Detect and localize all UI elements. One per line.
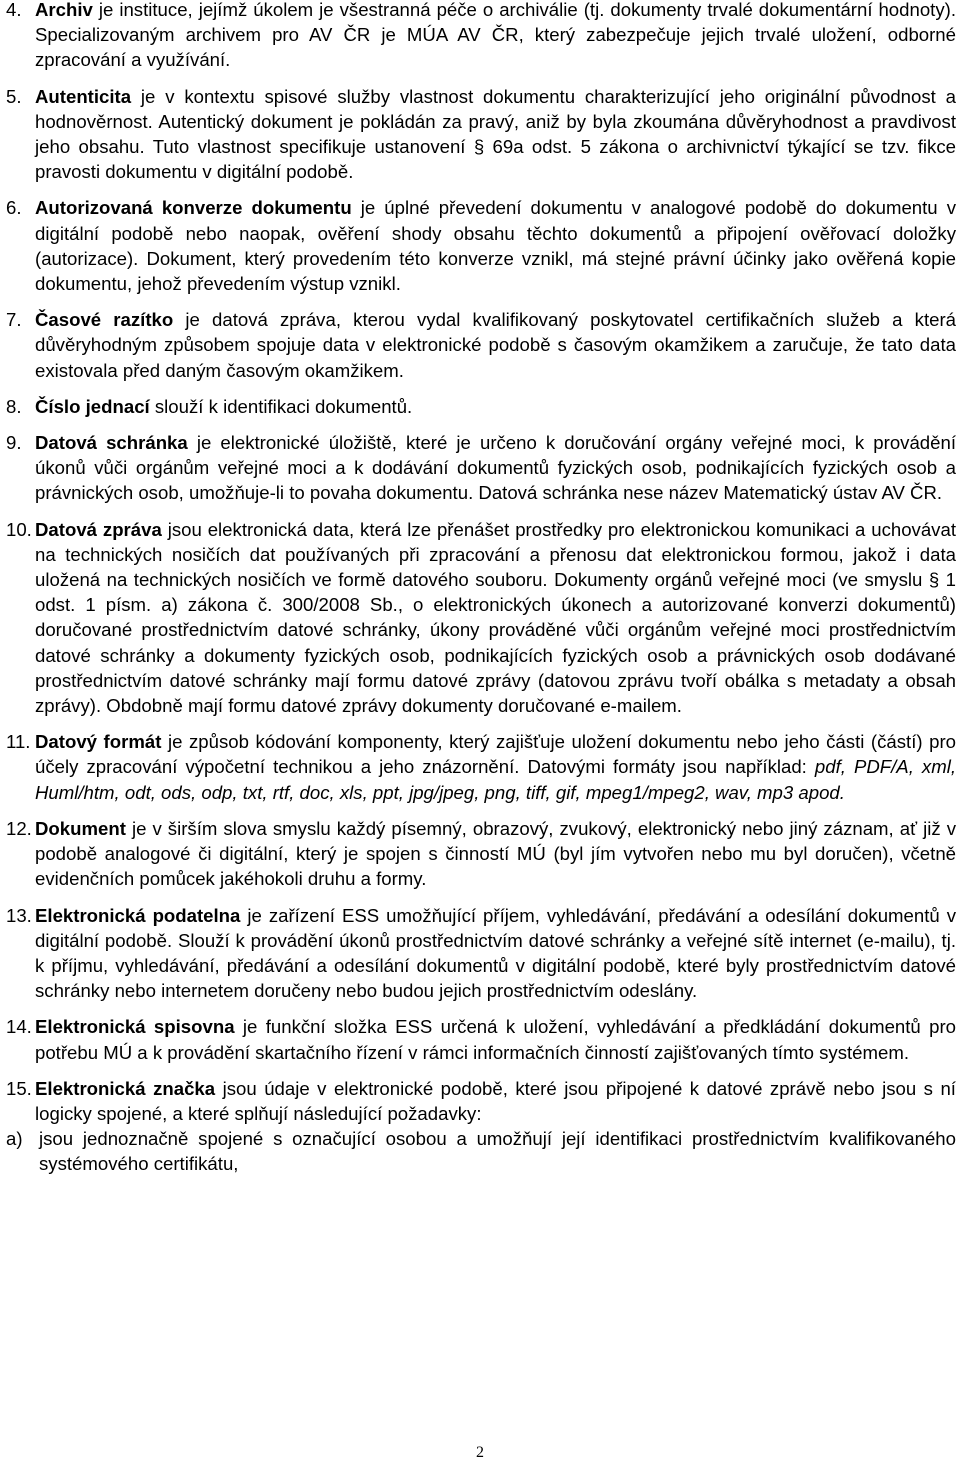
list-item [6, 517, 956, 719]
list-item [6, 903, 956, 1004]
item-number: 4. [6, 0, 22, 20]
item-number: 14. [6, 1016, 32, 1038]
page-number: 2 [476, 1444, 484, 1461]
list-item [6, 84, 956, 185]
item-term: Elektronická značka [35, 1077, 216, 1099]
item-term: Autenticita [35, 85, 132, 107]
item-text: je způsob kódování komponenty, který zajišťuje uložení dokumentu nebo jeho části (částí) pro účely zpracování výpočetní technikou a jeho znázornění. Datovými formáty jsou například: [35, 731, 956, 778]
list-item [6, 816, 956, 892]
item-text: jsou údaje v elektronické podobě, které jsou připojené k datové zprávě nebo jsou s ní logicky spojené, a které splňují následující požadavky: [35, 1077, 956, 1124]
list-item [6, 195, 956, 296]
item-text: je úplné převedení dokumentu v analogové podobě do dokumentu v digitální podobě nebo naopak, ověření shody obsahu těchto dokumentů a připojení ověřovací doložky (autorizace). Dokument, který provedením této konverze vznikl, má stejné právní účinky jako ověřená kopie dokumentu, jehož převedením výstup vznikl. [35, 197, 956, 295]
list-item [6, 430, 956, 506]
item-text: jsou elektronická data, která lze přenášet prostředky pro elektronickou komunikaci a uchovávat na technických nosičích dat používaných při zpracování a přenosu dat elektronickou formou, jakož i data uložená na technických nosičích ve formě datového souboru. Dokumenty orgánů veřejné moci (ve smyslu § 1 odst. 1 písm. a) zákona č. 300/2008 Sb., o elektronických úkonech a autorizované konverzi dokumentů) doručované prostřednictvím datové schránky, úkony prováděné vůči orgánům veřejné moci prostřednictvím datové schránky a dokumenty fyzických osob, podnikajících fyzických osob a právnických osob dodávané prostřednictvím datové schránky mají formu datové zprávy (datovou zprávu tvoří obálka s metadaty a obsah zprávy). Obdobně mají formu datové zprávy dokumenty doručované e-mailem. [35, 518, 956, 717]
item-term: Časové razítko [35, 309, 174, 331]
list-item [6, 1014, 956, 1064]
item-term: Archiv [35, 0, 93, 20]
item-number: 10. [6, 518, 32, 540]
item-number: 15. [6, 1077, 32, 1099]
definition-list [6, 0, 956, 1177]
item-number: 6. [6, 197, 22, 219]
item-text: slouží k identifikaci dokumentů. [149, 395, 413, 417]
item-text: je datová zpráva, kterou vydal kvalifikovaný poskytovatel certifikačních služeb a která důvěryhodným způsobem spojuje data v elektronické podobě s časovým okamžikem a zaručuje, že tato data existovala před daným časovým okamžikem. [35, 309, 957, 381]
item-number: 11. [6, 731, 31, 753]
sub-item-text: jsou jednoznačně spojené s označující osobou a umožňují její identifikaci prostřednictvím kvalifikovaného systémového certifikátu, [39, 1128, 956, 1175]
list-item [6, 0, 956, 73]
item-text: je v širším slova smyslu každý písemný, obrazový, zvukový, elektronický nebo jiný záznam, ať již v podobě analogové či digitální, který je spojen s činností MÚ (byl jím vytvořen nebo mu byl doručen), včetně evidenčních pomůcek jakéhokoli druhu a formy. [35, 817, 956, 890]
item-term: Elektronická podatelna [35, 904, 241, 926]
item-text: je funkční složka ESS určená k uložení, vyhledávání a předkládání dokumentů pro potřebu MÚ a k provádění skartačního řízení v rámci informačních činností zajišťovaných tímto systémem. [35, 1016, 956, 1063]
item-term: Datová schránka [35, 432, 188, 454]
item-italic-text: pdf, PDF/A, xml, Huml/htm, odt, ods, odp, txt, rtf, doc, xls, ppt, jpg/jpeg, png, tiff, gif, mpeg1/mpeg2, wav, mp3 apod. [35, 756, 956, 803]
item-text: je v kontextu spisové služby vlastnost dokumentu charakterizující jeho originální původnost a hodnověrnost. Autentický dokument je pokládán za pravý, aniž by byla zkoumána důvěryhodnost a pravdivost jeho obsahu. Tuto vlastnost specifikuje ustanovení § 69a odst. 5 zákona o archivnictví týkající se tzv. fikce pravosti dokumentu v digitální podobě. [35, 85, 956, 183]
item-term: Autorizovaná konverze dokumentu [35, 197, 352, 219]
item-term: Elektronická spisovna [35, 1016, 235, 1038]
item-number: 13. [6, 904, 32, 926]
list-item [6, 1076, 956, 1177]
list-item [6, 729, 956, 805]
item-number: 8. [6, 395, 22, 417]
item-number: 9. [6, 432, 22, 454]
item-text: je zařízení ESS umožňující příjem, vyhledávání, předávání a odesílání dokumentů v digitální podobě. Slouží k provádění úkonů prostřednictvím datové schránky a veřejné sítě internet (e-mailu), tj. k příjmu, vyhledávání, předávání a odesílání dokumentů v digitální podobě, které byly prostřednictvím datové schránky nebo internetem doručeny nebo budou jejich prostřednictvím odeslány. [35, 904, 957, 1002]
sub-list-item [6, 1126, 956, 1176]
item-term: Datová zpráva [35, 518, 162, 540]
item-text: je elektronické úložiště, které je určeno k doručování orgány veřejné moci, k provádění úkonů vůči orgánům veřejné moci a k dodávání dokumentů fyzických osob, podnikajících fyzických osob a právnických osob, umožňuje-li to povaha dokumentu. Datová schránka nese název Matematický ústav AV ČR. [35, 432, 956, 504]
item-number: 12. [6, 817, 32, 839]
item-number: 7. [6, 309, 22, 331]
item-text: je instituce, jejímž úkolem je všestranná péče o archiválie (tj. dokumenty trvalé dokumentární hodnoty). Specializovaným archivem pro AV ČR je MÚA AV ČR, který zabezpečuje jejich trvalé uložení, odborné zpracování a využívání. [35, 0, 956, 71]
item-term: Číslo jednací [35, 395, 150, 417]
list-item [6, 394, 956, 419]
item-number: 5. [6, 85, 22, 107]
item-term: Datový formát [35, 731, 162, 753]
sub-item-letter: a) [6, 1128, 23, 1150]
list-item [6, 307, 956, 383]
item-term: Dokument [35, 817, 126, 839]
